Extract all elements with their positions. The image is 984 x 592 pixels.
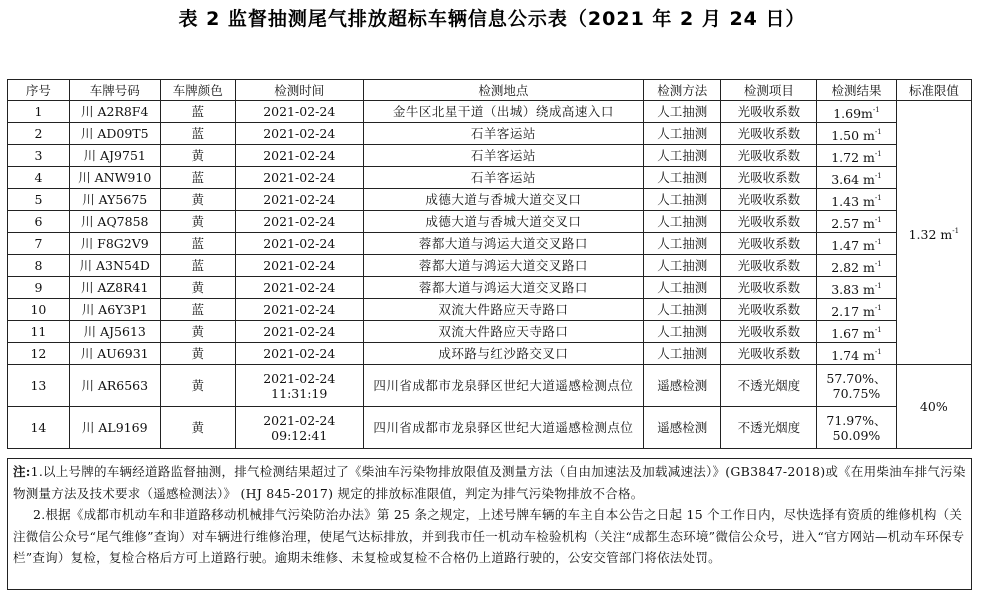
header-time: 检测时间 [235,80,363,101]
table-row [8,233,972,255]
result-value: 2.17 m [831,303,875,319]
cell-result [817,255,896,277]
cell-time: 2021-02-24 [235,189,363,211]
cell-limit-remote: 40% [896,365,971,449]
cell-place: 成德大道与香城大道交叉口 [363,189,643,211]
table-row [8,407,972,449]
cell-color: 黄 [160,321,235,343]
cell-place: 石羊客运站 [363,123,643,145]
cell-result [817,277,896,299]
cell-method: 人工抽测 [644,167,721,189]
note-1-text: 1.以上号牌的车辆经道路监督抽测，排气检测结果超过了《柴油车污染物排放限值及测量方法（自由加速法及加载减速法）》(GB3847-2018)或《在用柴油车排气污染物测量方法及技术要求（遥感检测法）》 (HJ 845-2017) 规定的排放标准限值，判定为排气污染物排放不合格。 [13,464,966,501]
cell-plate: 川 A3N54D [69,255,160,277]
cell-method: 人工抽测 [644,189,721,211]
cell-plate: 川 AQ7858 [69,211,160,233]
cell-plate: 川 AU6931 [69,343,160,365]
cell-item: 光吸收系数 [721,167,817,189]
cell-color: 黄 [160,145,235,167]
cell-no: 5 [8,189,70,211]
time-date: 2021-02-24 [263,370,336,386]
cell-method: 人工抽测 [644,145,721,167]
cell-no: 9 [8,277,70,299]
table-row [8,123,972,145]
result-value: 2.57 m [831,215,875,231]
cell-time: 2021-02-24 [235,233,363,255]
cell-item: 不透光烟度 [721,365,817,407]
result-value: 1.69m [833,105,873,121]
table-row [8,189,972,211]
cell-method: 人工抽测 [644,321,721,343]
cell-result [817,299,896,321]
cell-method: 人工抽测 [644,123,721,145]
cell-plate: 川 AY5675 [69,189,160,211]
header-result: 检测结果 [817,80,896,101]
cell-color: 蓝 [160,299,235,321]
table-row [8,299,972,321]
cell-time: 2021-02-24 [235,255,363,277]
cell-item: 光吸收系数 [721,255,817,277]
vehicle-table [7,79,972,449]
result-value: 3.83 m [831,281,875,297]
result-unit-sup: -1 [874,325,882,334]
cell-no: 1 [8,101,70,123]
cell-time: 2021-02-24 [235,123,363,145]
cell-result [817,343,896,365]
cell-method: 遥感检测 [644,407,721,449]
cell-no: 11 [8,321,70,343]
cell-item: 光吸收系数 [721,321,817,343]
cell-plate: 川 AR6563 [69,365,160,407]
cell-result [817,321,896,343]
limit-value: 1.32 m [908,226,953,242]
header-method: 检测方法 [644,80,721,101]
cell-limit-manual [896,101,971,365]
cell-method: 遥感检测 [644,365,721,407]
cell-result [817,123,896,145]
cell-time: 2021-02-24 [235,101,363,123]
cell-place: 双流大件路应天寺路口 [363,321,643,343]
cell-result [817,211,896,233]
cell-place: 双流大件路应天寺路口 [363,299,643,321]
cell-item: 光吸收系数 [721,233,817,255]
cell-place: 蓉都大道与鸿运大道交叉路口 [363,255,643,277]
result-value: 1.72 m [831,149,875,165]
cell-color: 蓝 [160,167,235,189]
header-no: 序号 [8,80,70,101]
table-row [8,255,972,277]
table-row [8,101,972,123]
result-unit-sup: -1 [874,171,882,180]
result-value: 1.43 m [831,193,875,209]
cell-no: 3 [8,145,70,167]
table-row [8,145,972,167]
cell-plate: 川 A6Y3P1 [69,299,160,321]
cell-plate: 川 AD09T5 [69,123,160,145]
cell-color: 黄 [160,407,235,449]
cell-time [235,407,363,449]
result-value: 1.47 m [831,237,875,253]
header-color: 车牌颜色 [160,80,235,101]
cell-no: 8 [8,255,70,277]
notes-box [7,458,972,590]
table-row [8,365,972,407]
note-1 [13,461,966,504]
result-unit-sup: -1 [872,105,880,114]
cell-method: 人工抽测 [644,277,721,299]
cell-color: 蓝 [160,255,235,277]
cell-no: 14 [8,407,70,449]
table-row [8,343,972,365]
table-row [8,167,972,189]
result-value: 3.64 m [831,171,875,187]
cell-no: 10 [8,299,70,321]
header-limit: 标准限值 [896,80,971,101]
cell-color: 黄 [160,343,235,365]
cell-time: 2021-02-24 [235,299,363,321]
cell-plate: 川 AL9169 [69,407,160,449]
cell-method: 人工抽测 [644,255,721,277]
cell-no: 7 [8,233,70,255]
result-value: 1.74 m [831,347,875,363]
cell-color: 黄 [160,211,235,233]
cell-result [817,365,896,407]
result-line: 50.09% [832,427,881,443]
cell-method: 人工抽测 [644,299,721,321]
cell-plate: 川 AJ9751 [69,145,160,167]
result-unit-sup: -1 [874,193,882,202]
time-date: 2021-02-24 [263,412,336,428]
result-unit-sup: -1 [874,303,882,312]
cell-place: 四川省成都市龙泉驿区世纪大道遥感检测点位 [363,407,643,449]
cell-item: 光吸收系数 [721,211,817,233]
cell-item: 不透光烟度 [721,407,817,449]
cell-color: 蓝 [160,123,235,145]
result-unit-sup: -1 [874,259,882,268]
result-unit-sup: -1 [874,149,882,158]
cell-place: 金牛区北星干道（出城）绕成高速入口 [363,101,643,123]
cell-method: 人工抽测 [644,211,721,233]
result-line: 57.70%、 [826,370,887,386]
limit-unit-sup: -1 [952,226,960,235]
cell-color: 蓝 [160,101,235,123]
result-line: 71.97%、 [826,412,887,428]
cell-item: 光吸收系数 [721,343,817,365]
cell-method: 人工抽测 [644,233,721,255]
cell-method: 人工抽测 [644,343,721,365]
cell-item: 光吸收系数 [721,101,817,123]
time-clock: 11:31:19 [271,385,328,401]
cell-plate: 川 AZ8R41 [69,277,160,299]
table-row [8,211,972,233]
cell-plate: 川 ANW910 [69,167,160,189]
cell-time: 2021-02-24 [235,145,363,167]
table-header-row [8,80,972,101]
cell-result [817,407,896,449]
cell-place: 成环路与红沙路交叉口 [363,343,643,365]
result-unit-sup: -1 [874,237,882,246]
cell-result [817,145,896,167]
cell-color: 黄 [160,189,235,211]
table-row [8,277,972,299]
cell-plate: 川 A2R8F4 [69,101,160,123]
cell-item: 光吸收系数 [721,299,817,321]
cell-plate: 川 AJ5613 [69,321,160,343]
cell-place: 四川省成都市龙泉驿区世纪大道遥感检测点位 [363,365,643,407]
cell-time [235,365,363,407]
cell-item: 光吸收系数 [721,123,817,145]
header-item: 检测项目 [721,80,817,101]
table-row [8,321,972,343]
note-label: 注: [13,464,31,479]
cell-time: 2021-02-24 [235,343,363,365]
cell-item: 光吸收系数 [721,189,817,211]
cell-result [817,101,896,123]
cell-place: 石羊客运站 [363,145,643,167]
result-value: 1.50 m [831,127,875,143]
cell-plate: 川 F8G2V9 [69,233,160,255]
cell-result [817,167,896,189]
cell-item: 光吸收系数 [721,145,817,167]
cell-time: 2021-02-24 [235,321,363,343]
cell-no: 4 [8,167,70,189]
result-unit-sup: -1 [874,347,882,356]
cell-time: 2021-02-24 [235,277,363,299]
page-title: 表 2 监督抽测尾气排放超标车辆信息公示表（2021 年 2 月 24 日） [178,8,806,30]
result-unit-sup: -1 [874,127,882,136]
result-unit-sup: -1 [874,215,882,224]
cell-no: 6 [8,211,70,233]
cell-result [817,233,896,255]
cell-no: 12 [8,343,70,365]
cell-time: 2021-02-24 [235,167,363,189]
cell-color: 黄 [160,277,235,299]
cell-place: 石羊客运站 [363,167,643,189]
result-value: 2.82 m [831,259,875,275]
header-place: 检测地点 [363,80,643,101]
result-line: 70.75% [832,385,881,401]
header-plate: 车牌号码 [69,80,160,101]
cell-method: 人工抽测 [644,101,721,123]
time-clock: 09:12:41 [271,427,328,443]
result-unit-sup: -1 [874,281,882,290]
cell-no: 2 [8,123,70,145]
cell-color: 黄 [160,365,235,407]
note-2: 2.根据《成都市机动车和非道路移动机械排气污染防治办法》第 25 条之规定，上述号牌车辆的车主自本公告之日起 15 个工作日内，尽快选择有资质的维修机构（关注微信公众号“尾气维修”查询）对车辆进行维修治理，使尾气达标排放，并到我市任一机动车检验机构（关注“成都生态环境”微信公众号，进入“官方网站—机动车环保专栏”查询）复检，复检合格后方可上道路行驶。逾期未维修、未复检或复检不合格仍上道路行驶的，公安交管部门将依法处罚。 [13,507,965,565]
cell-time: 2021-02-24 [235,211,363,233]
cell-no: 13 [8,365,70,407]
cell-place: 成德大道与香城大道交叉口 [363,211,643,233]
cell-result [817,189,896,211]
result-value: 1.67 m [831,325,875,341]
cell-color: 蓝 [160,233,235,255]
cell-place: 蓉都大道与鸿运大道交叉路口 [363,233,643,255]
cell-item: 光吸收系数 [721,277,817,299]
cell-place: 蓉都大道与鸿运大道交叉路口 [363,277,643,299]
